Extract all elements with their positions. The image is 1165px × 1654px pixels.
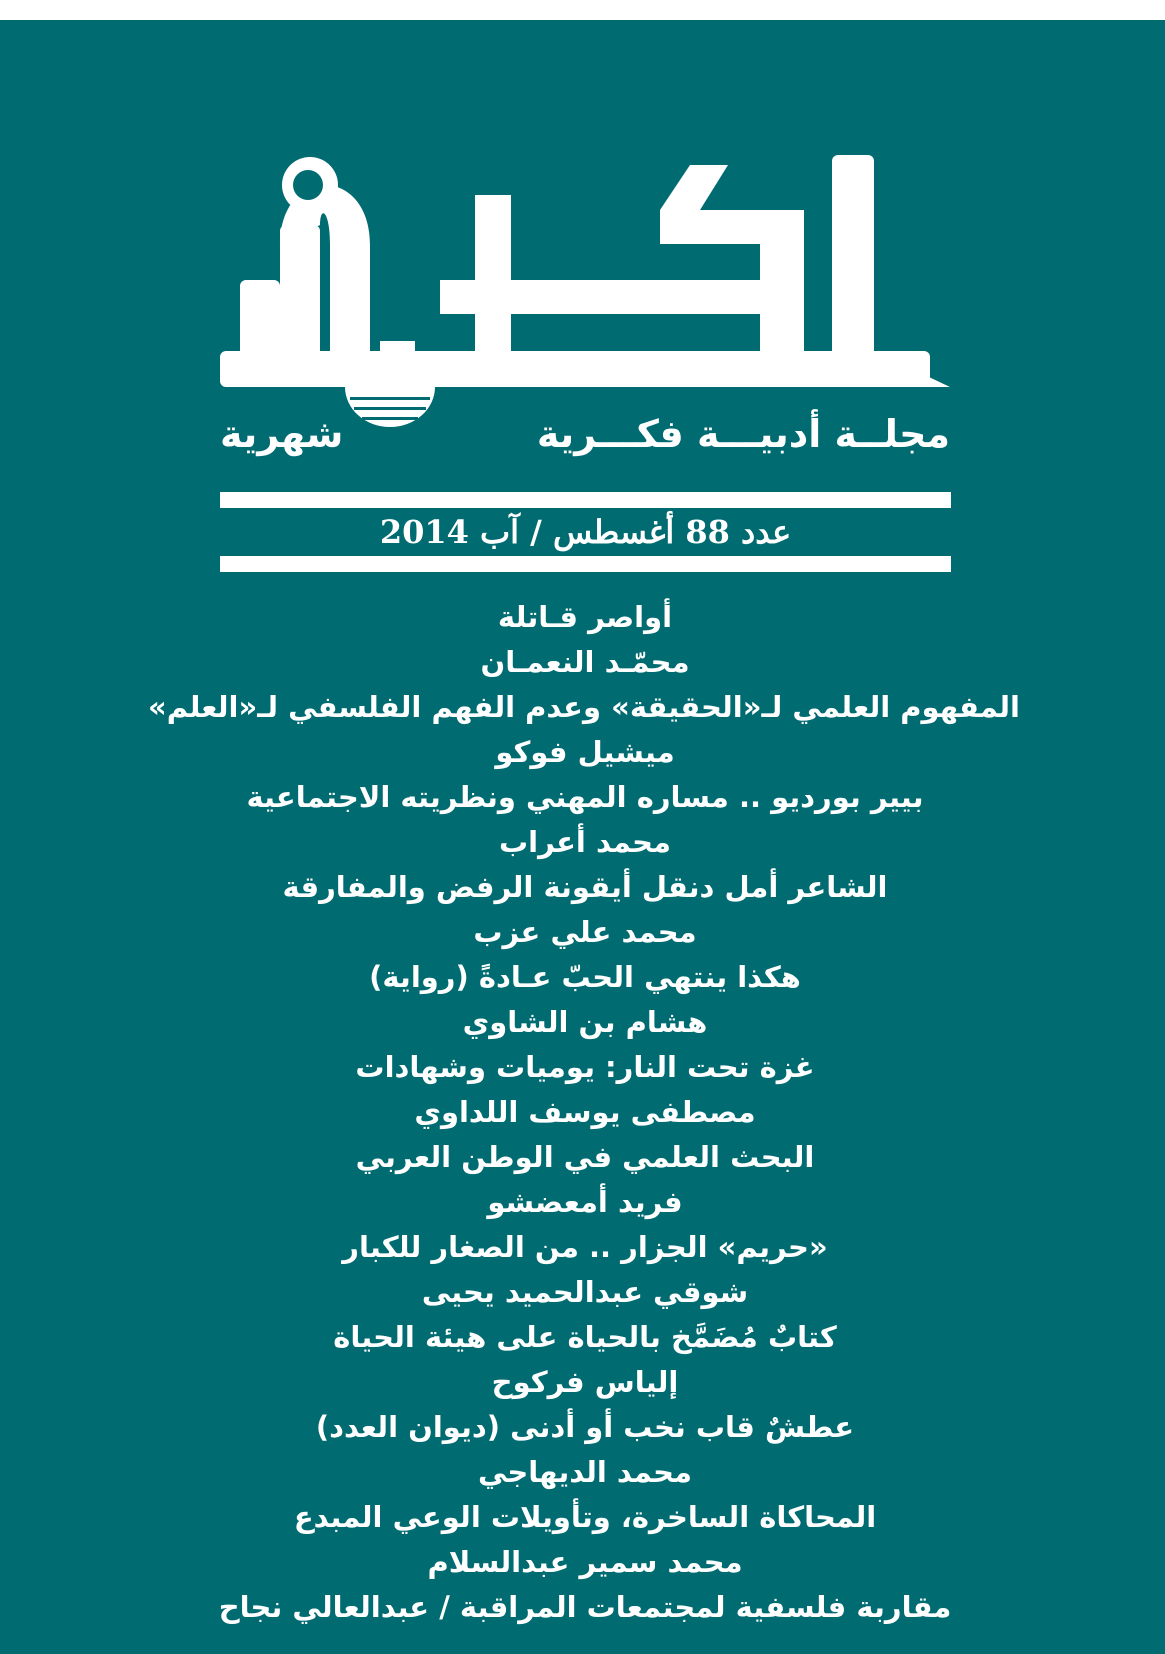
issue-rule-top [220,492,951,508]
contents-line: بيير بورديو .. مساره المهني ونظريته الاجتماعية [246,780,924,814]
contents-line: هشام بن الشاوي [462,1005,708,1039]
contents-line: مصطفى يوسف اللداوي [414,1095,756,1129]
contents-line: محمد علي عزب [473,915,697,949]
magazine-frequency: شهرية [220,412,344,456]
issue-rule-bottom [220,556,951,572]
contents-line: البحث العلمي في الوطن العربي [355,1140,815,1174]
contents-line: إلياس فركوح [491,1365,679,1399]
contents-line: هكذا ينتهي الحبّ عـادةً (رواية) [369,960,801,994]
contents-line: غزة تحت النار: يوميات وشهادات [355,1050,815,1084]
contents-line: محمّـد النعمـان [480,645,690,679]
contents-line: أواصر قـاتلة [497,600,673,634]
contents-line: المفهوم العلمي لـ«الحقيقة» وعدم الفهم الفلسفي لـ«العلم» [147,690,1020,724]
magazine-cover [0,20,1165,1654]
contents-line: عطشٌ قاب نخب أو أدنى (ديوان العدد) [315,1410,855,1444]
contents-line: «حريم» الجزار .. من الصغار للكبار [342,1230,828,1264]
contents-line: شوقي عبدالحميد يحيى [421,1275,749,1309]
contents-line: ميشيل فوكو [495,735,675,769]
contents-line: كتابٌ مُضَمَّخ بالحياة على هيئة الحياة [333,1320,837,1354]
contents-line: محمد الديهاجي [478,1455,692,1489]
contents-line: فريد أمعضشو [487,1185,683,1219]
contents-line: الشاعر أمل دنقل أيقونة الرفض والمفارقة [282,870,888,904]
table-of-contents [147,595,1020,1630]
contents-line: محمد أعراب [498,825,672,859]
contents-line: مقاربة فلسفية لمجتمعات المراقبة / عبدالعالي نجاح [218,1590,952,1624]
issue-label: عدد 88 أغسطس / آب 2014 [379,513,792,551]
contents-line: محمد سمير عبدالسلام [427,1545,743,1579]
contents-line: المحاكاة الساخرة، وتأويلات الوعي المبدع [293,1500,877,1534]
magazine-tagline: مجلــة أدبيـــة فكـــرية [536,412,950,456]
masthead-subtitle [220,412,950,462]
